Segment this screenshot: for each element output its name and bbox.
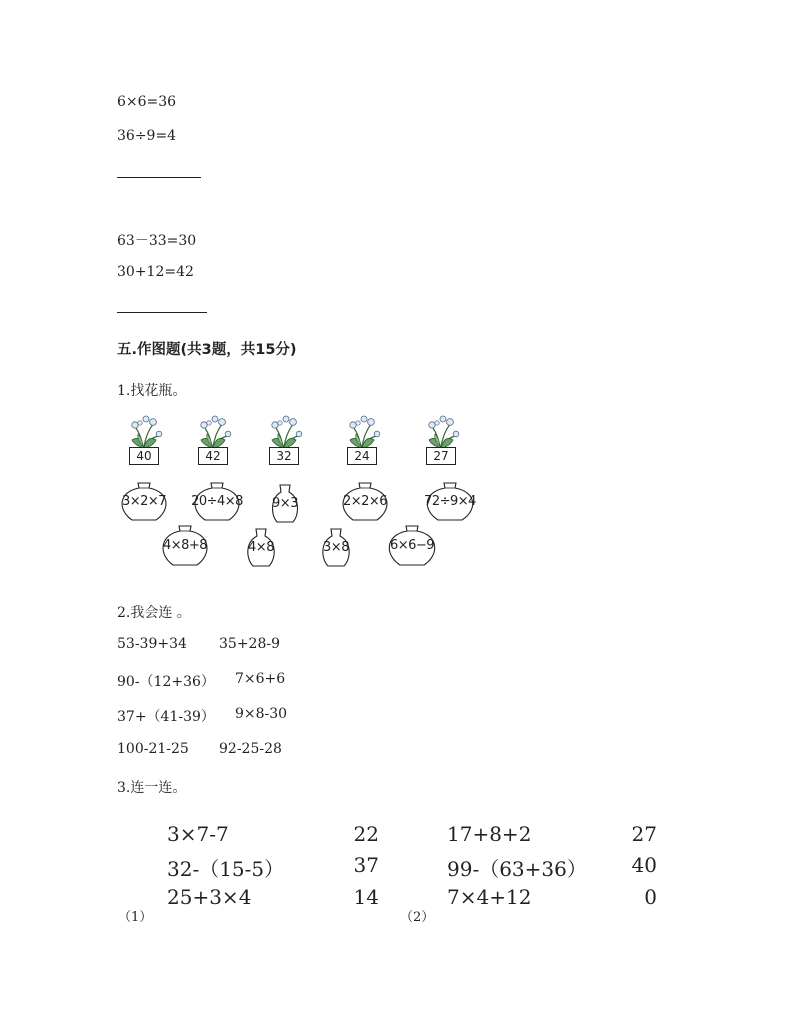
answer-1-2: 37 xyxy=(353,853,379,877)
vase-expression: 2×2×6 xyxy=(342,494,388,509)
flower-number: 32 xyxy=(269,447,299,465)
match-right-2: 7×6+6 xyxy=(235,671,286,687)
match-right-1: 35+28-9 xyxy=(219,636,280,652)
calc-line-1: 6×6=36 xyxy=(117,94,177,110)
answer-blank-line xyxy=(117,177,201,178)
part-2-label: （2） xyxy=(400,910,435,925)
part-1-label: （1） xyxy=(118,910,153,925)
vase xyxy=(190,482,244,522)
calc-line-3: 63－33=30 xyxy=(117,233,197,249)
flower-pot xyxy=(268,414,316,466)
vase xyxy=(422,482,478,522)
question-2-title: 2.我会连 。 xyxy=(117,605,191,621)
vase-expression: 20÷4×8 xyxy=(191,494,243,509)
expr-1-3: 25+3×4 xyxy=(167,885,252,909)
flower-number: 42 xyxy=(198,447,228,465)
question-3-title: 3.连一连。 xyxy=(117,780,187,796)
match-left-4: 100-21-25 xyxy=(117,741,189,757)
flower-number: 27 xyxy=(426,447,456,465)
answer-blank-line xyxy=(117,312,207,313)
vase xyxy=(117,482,171,522)
vase-expression: 3×8 xyxy=(323,540,349,555)
expr-1-2: 32-（15-5） xyxy=(167,857,285,881)
section-heading: 五.作图题(共3题，共15分) xyxy=(117,342,297,358)
vase xyxy=(384,525,440,567)
flower-number: 24 xyxy=(347,447,377,465)
match-left-2: 90-（12+36） xyxy=(117,674,215,690)
flower-pot xyxy=(346,414,394,466)
answer-2-2: 40 xyxy=(631,853,657,877)
expr-2-2: 99-（63+36） xyxy=(447,857,587,881)
match-left-1: 53-39+34 xyxy=(117,636,187,652)
vase-expression: 4×8 xyxy=(248,540,274,555)
question-1-title: 1.找花瓶。 xyxy=(117,383,187,399)
vase-expression: 4×8+8 xyxy=(162,538,208,553)
vase-expression: 6×6−9 xyxy=(389,538,435,553)
match-right-3: 9×8-30 xyxy=(235,706,288,722)
flower-pot xyxy=(197,414,245,466)
vase-expression: 3×2×7 xyxy=(121,494,167,509)
answer-1-3: 14 xyxy=(353,885,379,909)
expr-2-3: 7×4+12 xyxy=(447,885,532,909)
answer-2-3: 0 xyxy=(644,885,657,909)
calc-line-4: 30+12=42 xyxy=(117,264,194,280)
expr-2-1: 17+8+2 xyxy=(447,822,532,846)
vase xyxy=(245,528,277,568)
vase xyxy=(320,528,352,568)
expr-1-1: 3×7-7 xyxy=(167,822,229,846)
flower-pot xyxy=(128,414,176,466)
vase xyxy=(338,482,392,522)
match-right-4: 92-25-28 xyxy=(219,741,282,757)
flower-pot xyxy=(425,414,473,466)
answer-2-1: 27 xyxy=(631,822,657,846)
vase xyxy=(270,484,300,524)
vase-expression: 9×3 xyxy=(272,496,298,511)
answer-1-1: 22 xyxy=(353,822,379,846)
match-left-3: 37+（41-39） xyxy=(117,709,215,725)
vase-expression: 72÷9×4 xyxy=(424,494,476,509)
vase xyxy=(158,525,212,567)
flower-number: 40 xyxy=(129,447,159,465)
calc-line-2: 36÷9=4 xyxy=(117,128,177,144)
